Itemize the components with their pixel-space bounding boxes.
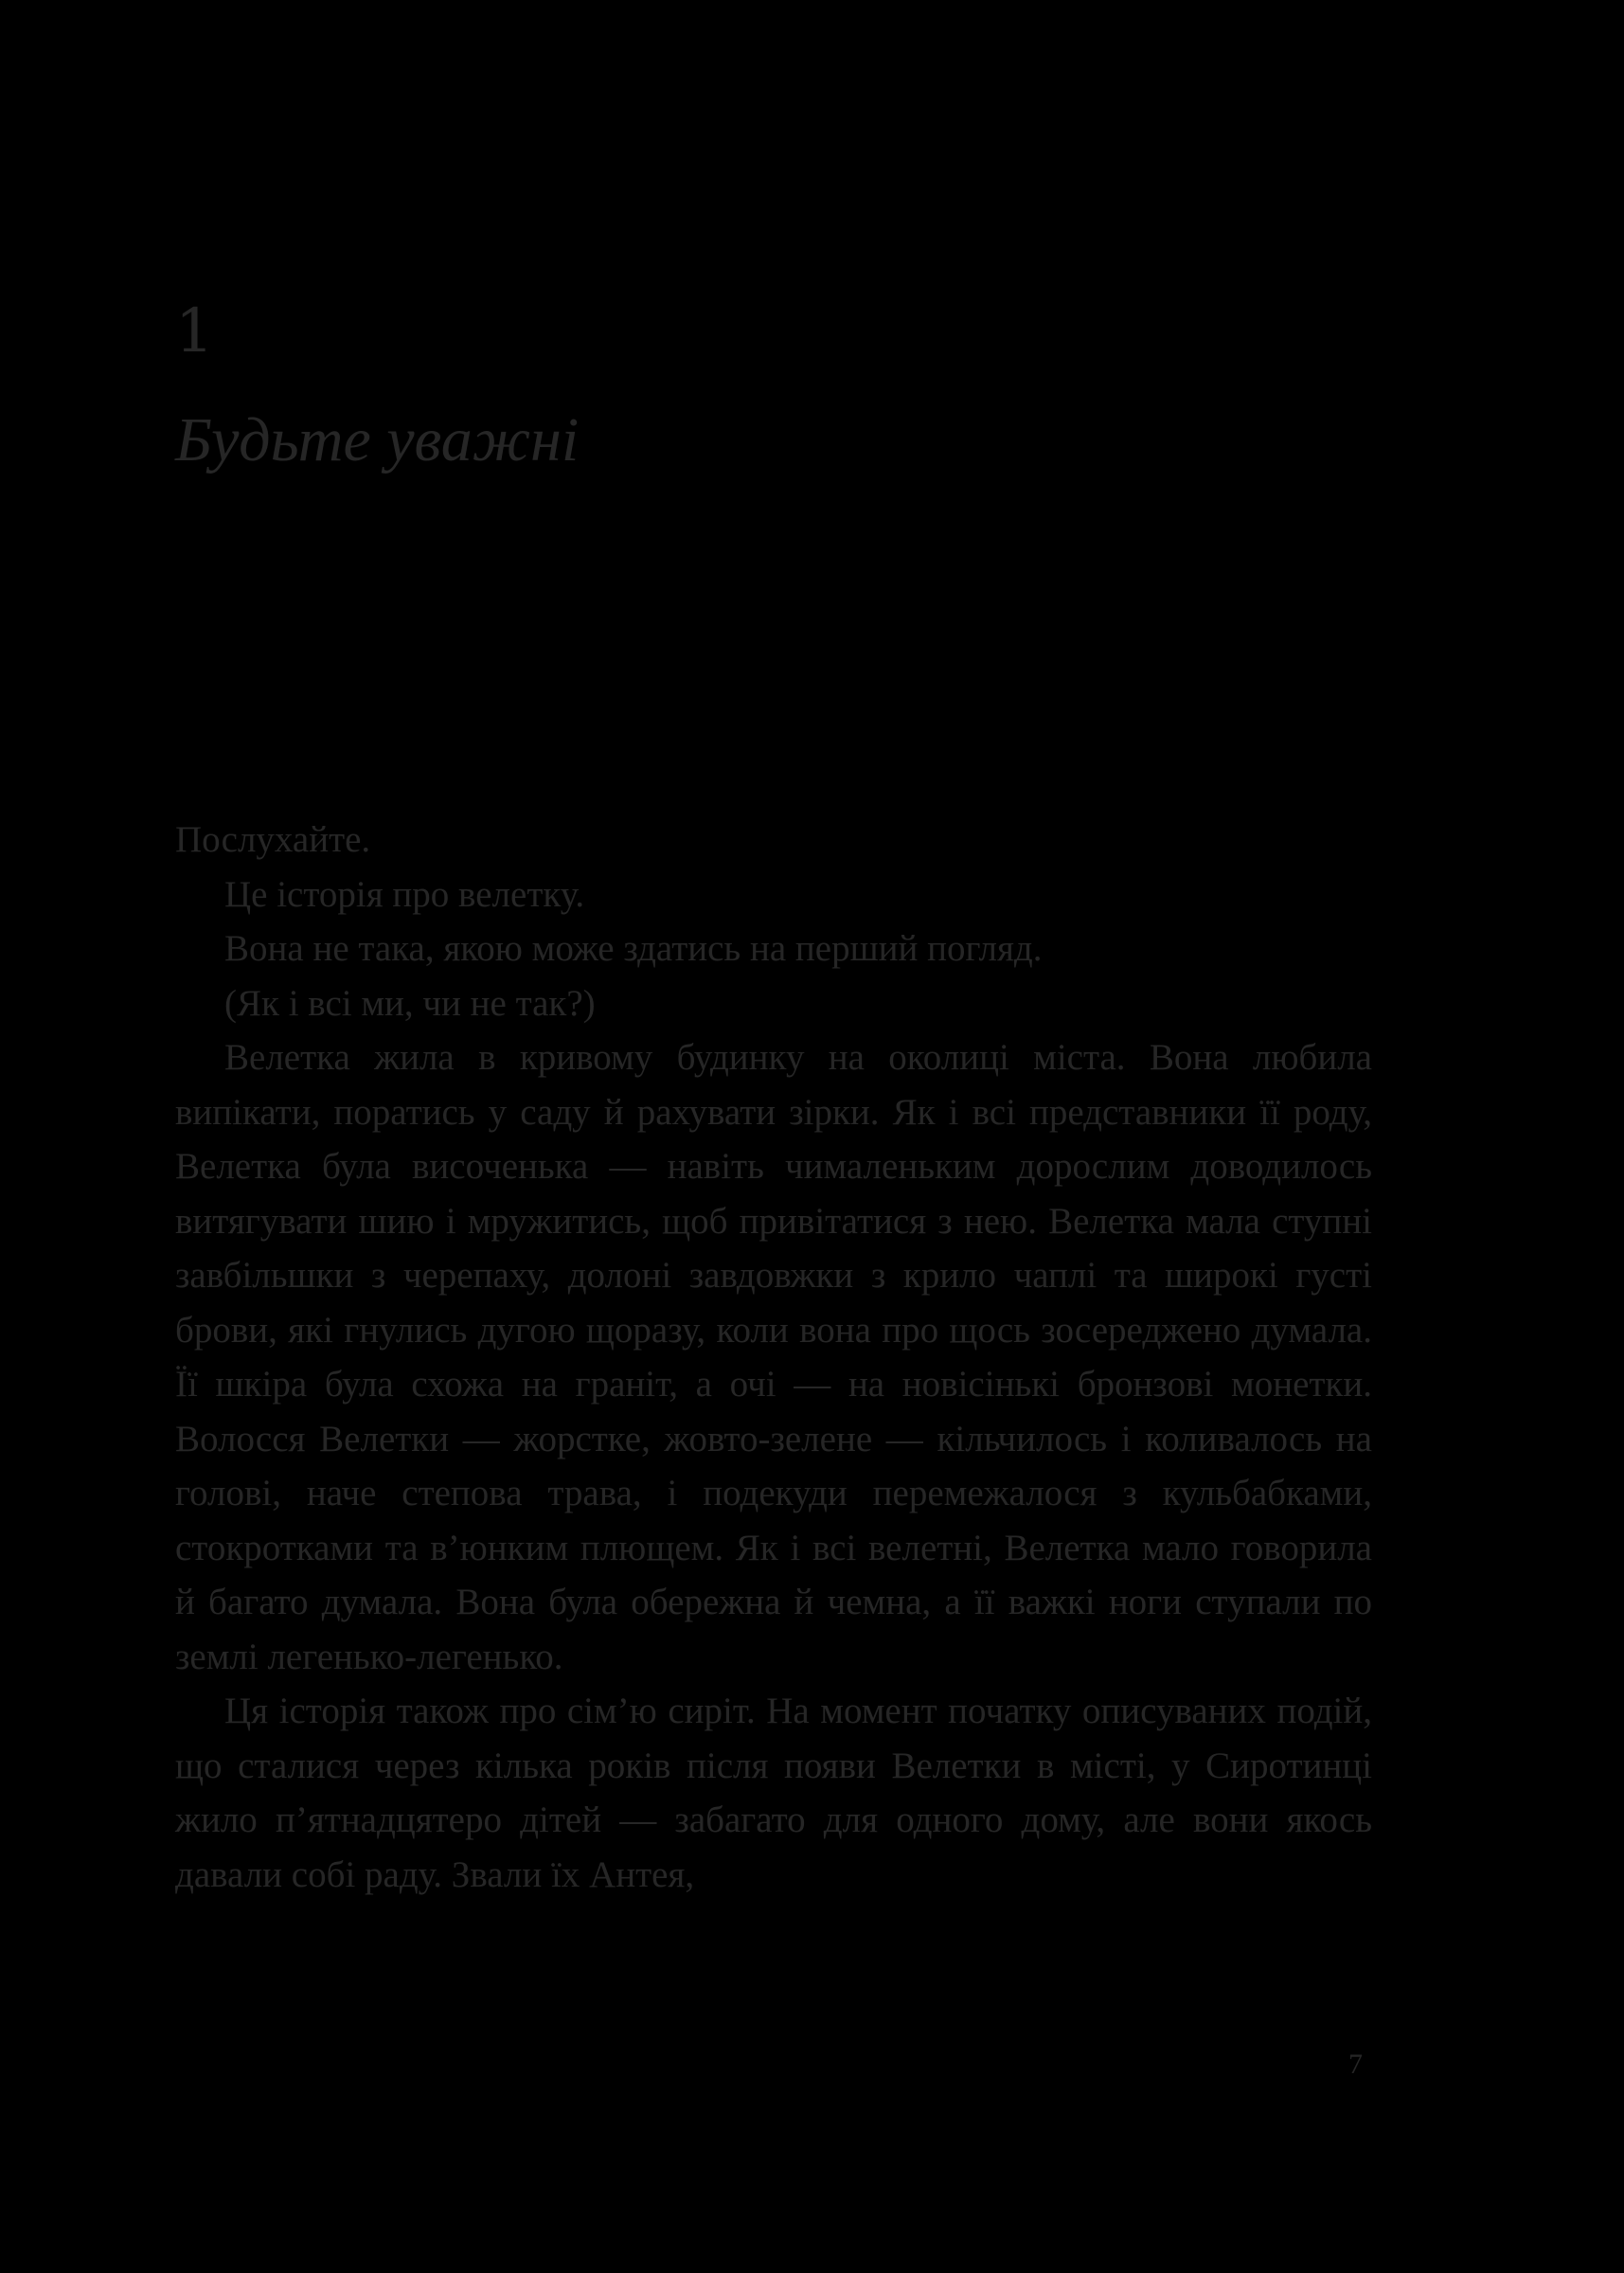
paragraph: Послухайте. [175, 819, 371, 860]
chapter-number: 1 [175, 296, 214, 367]
paragraph: Ця історія також про сім’ю сиріт. На момент початку описуваних подій, що сталися через кілька років після появи Велетки в місті, у Сиротинці жило п’ятнадцятеро дітей — забагато для одного дому, але вони якось давали собі раду. Звали їх Антея, [175, 1691, 1372, 1895]
paragraph: Велетка жила в кривому будинку на околиці міста. Вона любила випікати, поратись у саду й рахувати зірки. Як і всі представники її роду, Велетка була височенька — навіть чималеньким дорослим доводилось витягувати шию і мружитись, щоб привітатися з нею. Велетка мала ступні завбільшки з черепаху, долоні завдовжки з крило чаплі та широкі густі брови, які гнулись дугою щоразу, коли вона про щось зосереджено думала. Її шкіра була схожа на граніт, а очі — на новісінькі бронзові монетки. Волосся Велетки — жорстке, жовто-зелене — кільчилось і коливалось на голові, наче степова трава, і подекуди перемежалося з кульбабками, стокротками та в’юнким плющем. Як і всі велетні, Велетка мало говорила й багато думала. Вона була обережна й чемна, а її важкі ноги ступали по землі легенько-легенько. [175, 1037, 1372, 1677]
paragraph: Вона не така, якою може здатись на перший погляд. [224, 928, 1043, 969]
paragraph: Це історія про велетку. [224, 873, 585, 915]
chapter-body [175, 813, 1372, 1902]
chapter-title: Будьте уважні [175, 405, 580, 474]
page-number: 7 [1348, 2049, 1363, 2080]
paragraph: (Як і всі ми, чи не так?) [224, 982, 596, 1024]
